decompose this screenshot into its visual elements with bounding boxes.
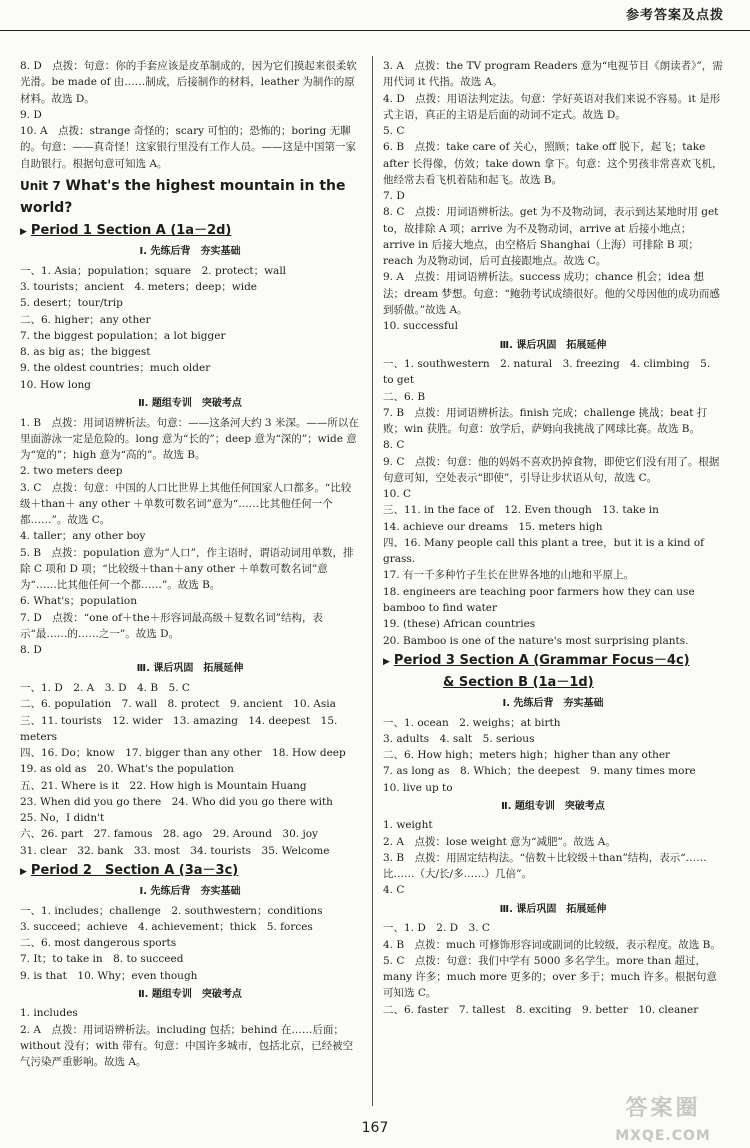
period-title: & Section B (1a－1d) bbox=[443, 674, 594, 690]
answer-line: 7. D bbox=[383, 190, 405, 203]
answer-line: 25. No，I didn't bbox=[20, 812, 105, 825]
left-column bbox=[20, 58, 360, 1070]
page-number: 167 bbox=[361, 1120, 389, 1136]
unit-label: Unit 7 bbox=[20, 178, 61, 193]
answer-line: 1. weight bbox=[383, 819, 433, 832]
answer-line: 10. C bbox=[383, 488, 412, 501]
unit-title: What's the highest mountain in the world? bbox=[20, 177, 346, 216]
answer-line: 二、6. How high；meters high；higher than any other bbox=[383, 749, 671, 762]
answer-line: 2. A 点拨：用词语辨析法。including 包括；behind 在……后面；without 没有；with 带有。句意：中国许多城市，包括北京，已经被空气污染严重影响。故选 A。 bbox=[20, 1023, 354, 1069]
period-heading bbox=[383, 651, 723, 671]
answer-line: 四、16. Do；know 17. bigger than any other 18. How deep bbox=[20, 747, 346, 760]
answer-line: 9. C 点拨：句意：他的妈妈不喜欢扔掉食物，即使它们没有用了。根据句意可知，空处表示“即使”，引导让步状语从句，故选 C。 bbox=[383, 455, 720, 484]
section-heading: Ⅲ. 课后巩固 拓展延伸 bbox=[499, 339, 607, 351]
answer-line: 19. as old as 20. What's the population bbox=[20, 763, 234, 776]
section-heading: Ⅲ. 课后巩固 拓展延伸 bbox=[136, 663, 244, 675]
section-heading: Ⅲ. 课后巩固 拓展延伸 bbox=[499, 903, 607, 915]
arrow-icon: ▶ bbox=[383, 656, 390, 667]
page-header bbox=[0, 0, 750, 31]
answer-line: 二、6. faster 7. tallest 8. exciting 9. better 10. cleaner bbox=[383, 1003, 699, 1016]
answer-line: 7. D 点拨：“one of＋the＋形容词最高级＋复数名词”结构，表示“最……的……之一”。故选 D。 bbox=[20, 611, 324, 640]
answer-line: 19. (these) African countries bbox=[383, 618, 536, 631]
answer-line: 23. When did you go there 24. Who did you go there with bbox=[20, 795, 333, 808]
answer-line: 4. D 点拨：用语法判定法。句意：学好英语对我们来说不容易。it 是形式主语，真正的主语是后面的动词不定式。故选 D。 bbox=[383, 92, 721, 121]
answer-line: 5. C 点拨：句意：我们中学有 5000 多名学生。more than 超过，many 许多；much more 更多的；over 多于；much 许多。根据句意可知选 C。 bbox=[383, 954, 717, 1000]
answer-line: 1. includes bbox=[20, 1007, 78, 1020]
answer-line: 3. A 点拨：the TV program Readers 意为“电视节目《朗读者》”，需用代词 it 代指。故选 A。 bbox=[383, 60, 723, 89]
watermark-line-1: 答案圈 bbox=[625, 1096, 701, 1121]
answer-line: 3. tourists；ancient 4. meters；deep；wide bbox=[20, 281, 258, 294]
section-heading: Ⅱ. 题组专训 突破考点 bbox=[138, 988, 242, 1000]
answer-line: 7. the biggest population；a lot bigger bbox=[20, 329, 226, 342]
answer-line: 3. B 点拨：用固定结构法。“倍数＋比较级＋than”结构，表示“……比……（大/长/多……）几倍”。 bbox=[383, 851, 707, 881]
answer-line: 7. as long as 8. Which；the deepest 9. many times more bbox=[383, 765, 696, 778]
period-heading bbox=[20, 221, 360, 241]
answer-line: 一、1. Asia；population；square 2. protect；wall bbox=[20, 264, 287, 277]
section-heading: Ⅰ. 先练后背 夯实基础 bbox=[139, 246, 241, 258]
answer-line: 8. C 点拨：用词语辨析法。get 为不及物动词，表示到达某地时用 get to，故排除 A 项；arrive 为不及物动词，arrive at 后接小地点；arrive in 后接大地点，由空格后 Shanghai（上海）可排除 B 项；reach 为及物动词，后可直接跟地点。故选 C。 bbox=[383, 206, 719, 268]
arrow-icon: ▶ bbox=[20, 227, 27, 238]
answer-line: 10. How long bbox=[20, 378, 92, 391]
answer-line: 8. as big as；the biggest bbox=[20, 346, 151, 359]
answer-line: 17. 有一千多种竹子生长在世界各地的山地和平原上。 bbox=[383, 569, 635, 582]
answer-line: 20. Bamboo is one of the nature's most surprising plants. bbox=[383, 634, 689, 647]
answer-line: 四、16. Many people call this plant a tree，but it is a kind of grass. bbox=[383, 536, 705, 566]
period-title: Period 2 Section A (3a－3c) bbox=[30, 862, 239, 878]
answer-line: 3. C 点拨：句意：中国的人口比世界上其他任何国家人口都多。“比较级＋than＋ any other ＋单数可数名词”意为“……比其他任何一个都……”。故选 C。 bbox=[20, 481, 352, 527]
answer-line: 2. A 点拨：lose weight 意为“减肥”。故选 A。 bbox=[383, 835, 616, 848]
answer-line: 10. live up to bbox=[383, 781, 453, 794]
answer-line: 1. B 点拨：用词语辨析法。句意：——这条河大约 3 米深。——所以在里面游泳一定是危险的。long 意为“长的”；deep 意为“深的”；wide 意为“宽的”；high 意为“高的”。故选 B。 bbox=[20, 416, 359, 462]
answer-line: 8. D 点拨：句意：你的手套应该是皮革制成的，因为它们摸起来很柔软光滑。be made of 由……制成，后接制作的材料，leather 为制作的原材料。故选 D。 bbox=[20, 60, 357, 105]
answer-line: 二、6. population 7. wall 8. protect 9. ancient 10. Asia bbox=[20, 698, 336, 711]
right-column bbox=[383, 58, 723, 1018]
answer-line: 8. D bbox=[20, 644, 42, 657]
answer-line: 5. desert；tour/trip bbox=[20, 297, 123, 310]
column-divider bbox=[372, 56, 373, 1106]
answer-line: 3. adults 4. salt 5. serious bbox=[383, 732, 535, 745]
answer-line: 一、1. D 2. D 3. C bbox=[383, 922, 490, 935]
answer-line: 一、1. southwestern 2. natural 3. freezing 4. climbing 5. to get bbox=[383, 358, 711, 387]
answer-line: 二、6. most dangerous sports bbox=[20, 937, 177, 950]
answer-line: 三、11. tourists 12. wider 13. amazing 14. deepest 15. meters bbox=[20, 714, 338, 743]
answer-line: 7. It；to take in 8. to succeed bbox=[20, 953, 184, 966]
answer-line: 10. successful bbox=[383, 320, 458, 333]
answer-line: 6. B 点拨：take care of 关心，照顾；take off 脱下，起飞；take after 长得像，仿效；take down 拿下。句意：这个男孩非常喜欢飞机，他经常去看飞机着陆和起飞。故选 B。 bbox=[383, 141, 723, 186]
period-heading bbox=[20, 861, 360, 881]
answer-line: 4. B 点拨：much 可修饰形容词或副词的比较级，表示程度。故选 B。 bbox=[383, 938, 721, 951]
watermark-logo bbox=[588, 1092, 738, 1145]
answer-line: 4. C bbox=[383, 884, 405, 897]
answer-line: 9. the oldest countries；much older bbox=[20, 362, 211, 375]
watermark-line-2: MXQE.COM bbox=[615, 1128, 711, 1145]
section-heading: Ⅰ. 先练后背 夯实基础 bbox=[502, 698, 604, 710]
answer-line: 8. C bbox=[383, 439, 405, 452]
answer-line: 9. is that 10. Why；even though bbox=[20, 969, 198, 982]
answer-line: 5. C bbox=[383, 125, 405, 138]
answer-line: 三、11. in the face of 12. Even though 13. take in bbox=[383, 504, 659, 517]
answer-line: 4. taller；any other boy bbox=[20, 530, 146, 543]
answer-line: 9. A 点拨：用词语辨析法。success 成功；chance 机会；idea 想法；dream 梦想。句意：“鲍勃考试成绩很好。他的父母因他的成功而感到骄傲。”故选 A。 bbox=[383, 271, 720, 316]
answer-line: 二、6. higher；any other bbox=[20, 313, 151, 326]
answer-line: 五、21. Where is it 22. How high is Mountain Huang bbox=[20, 779, 307, 792]
answer-line: 18. engineers are teaching poor farmers how they can use bamboo to find water bbox=[383, 585, 695, 614]
period-heading bbox=[383, 673, 723, 693]
section-heading: Ⅰ. 先练后背 夯实基础 bbox=[139, 886, 241, 898]
answer-line: 二、6. B bbox=[383, 390, 426, 403]
section-heading: Ⅱ. 题组专训 突破考点 bbox=[138, 398, 242, 409]
answer-line: 6. What's；population bbox=[20, 595, 137, 608]
section-heading: Ⅱ. 题组专训 突破考点 bbox=[501, 800, 605, 812]
arrow-icon: ▶ bbox=[20, 866, 27, 877]
period-title: Period 1 Section A (1a－2d) bbox=[30, 223, 232, 239]
period-title: Period 3 Section A (Grammar Focus－4c) bbox=[393, 652, 690, 668]
answer-line: 14. achieve our dreams 15. meters high bbox=[383, 520, 603, 533]
unit-heading bbox=[20, 176, 360, 219]
header-title: 参考答案及点拨 bbox=[625, 8, 724, 23]
answer-line: 2. two meters deep bbox=[20, 465, 123, 478]
answer-line: 10. A 点拨：strange 奇怪的；scary 可怕的；恐怖的；boring 无聊的。句意：——真奇怪！这家银行里没有工作人员。——这是中国第一家自助银行。根据句意可知选 A。 bbox=[20, 125, 356, 170]
answer-line: 3. succeed；achieve 4. achievement；thick 5. forces bbox=[20, 920, 313, 933]
answer-line: 六、26. part 27. famous 28. ago 29. Around 30. joy bbox=[20, 828, 318, 841]
answer-line: 一、1. includes；challenge 2. southwestern；conditions bbox=[20, 904, 323, 917]
answer-line: 一、1. D 2. A 3. D 4. B 5. C bbox=[20, 681, 190, 694]
answer-line: 5. B 点拨：population 意为“人口”，作主语时，谓语动词用单数，排除 C 项和 D 项；“比较级＋than＋any other ＋单数可数名词”意为“……比其他任何一个都……”。故选 B。 bbox=[20, 546, 354, 592]
answer-line: 9. D bbox=[20, 108, 42, 121]
answer-line: 7. B 点拨：用词语辨析法。finish 完成；challenge 挑战；beat 打败；win 获胜。句意：放学后，萨姆向我挑战了网球比赛。故选 B。 bbox=[383, 406, 708, 436]
answer-line: 31. clear 32. bank 33. most 34. tourists 35. Welcome bbox=[20, 844, 330, 857]
answer-line: 一、1. ocean 2. weighs；at birth bbox=[383, 716, 561, 729]
